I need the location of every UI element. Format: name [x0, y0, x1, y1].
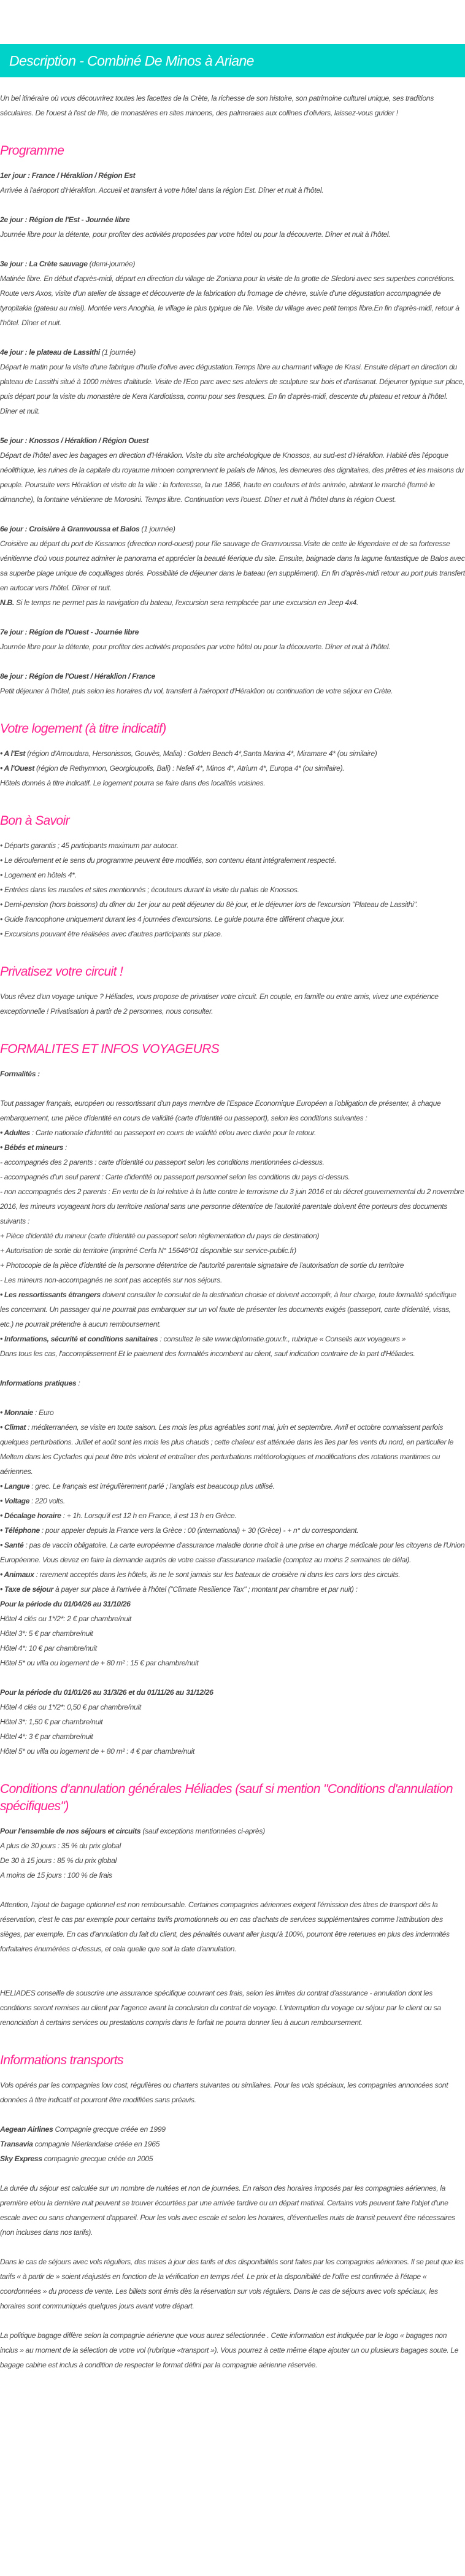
nb-label: N.B. [0, 598, 14, 607]
pratique-text: : + 1h. Lorsqu'il est 12 h en France, il est 13 h en Grèce. [61, 1511, 237, 1520]
day-note: (demi-journée) [87, 260, 136, 268]
airline-name: Sky Express [0, 2154, 42, 2163]
adultes-text: : Carte nationale d'identité ou passeport en cours de validité et/ou avec durée pour le retour. [29, 1128, 316, 1137]
day-item [0, 345, 465, 418]
adultes-label: • Adultes [0, 1128, 30, 1137]
transports-intro: Vols opérés par les compagnies low cost, régulières ou charters suivantes ou similaires. Pour les vols spéciaux, les compagnies annoncées sont données à titre indicatif et pourront être modifiées sans préavis. [0, 2081, 448, 2104]
bebes-text: : [63, 1143, 67, 1152]
list-item: • Guide francophone uniquement durant les 4 journées d'excursions. Le guide pourra être différent chaque jour. [0, 915, 345, 924]
airline-desc: compagnie grecque créée en 2005 [42, 2154, 153, 2163]
transports-paragraph: La durée du séjour est calculée sur un nombre de nuitées et non de journées. En raison des horaires imposés par les compagnies aériennes, la première et/ou la dernière nuit peuvent se trouver écourtées par une arrivée tardive ou un départ matinal. Certains vols peuvent faire l'objet d'une escale avec ou sans changement d'appareil. Pour les vols avec escale et selon les horaires, d'éventuelles nuits de transit peuvent être nécessaires (non incluses dans nos tarifs). [0, 2184, 455, 2237]
pratique-text: : rarement acceptés dans les hôtels, ils ne le sont jamais sur les bateaux de croisière ni dans les cars lors des circuits. [34, 1570, 401, 1579]
etrangers-line [0, 1287, 465, 1332]
privatisez-heading: Privatisez votre circuit ! [0, 965, 123, 979]
bebes-line [0, 1140, 465, 1155]
pratique-item [0, 1567, 465, 1582]
list-item: • Le déroulement et le sens du programme peuvent être modifiés, son contenu étant intégralement respecté. [0, 856, 337, 865]
pratique-item [0, 1582, 465, 1597]
spacer [0, 2240, 465, 2254]
annulation-body [0, 1824, 465, 2030]
day-title: 4e jour : le plateau de Lassithi [0, 348, 100, 357]
transports-body [0, 2078, 465, 2372]
annulation-label-line [0, 1824, 465, 1838]
page [0, 44, 465, 2397]
taxe-rate: Hôtel 4 clés ou 1*/2*: 0,50 € par chambre/nuit [0, 1703, 141, 1711]
mineurs-line: - accompagnés des 2 parents : carte d'identité ou passeport selon les conditions mentionnées ci-dessus. [0, 1158, 325, 1167]
taxe-period-title: Pour la période du 01/04/26 au 31/10/26 [0, 1600, 131, 1608]
pratique-label: • Voltage [0, 1497, 30, 1505]
list-item: • Logement en hôtels 4*. [0, 871, 77, 879]
pratique-label: • Monnaie [0, 1408, 33, 1417]
day-item [0, 212, 465, 242]
airline-name: Transavia [0, 2140, 33, 2148]
airline-item [0, 2122, 465, 2137]
pratique-item [0, 1479, 465, 1494]
programme-heading: Programme [0, 144, 64, 158]
day-title: 6e jour : Croisière à Gramvoussa et Balos [0, 525, 140, 533]
annulation-note: (sauf exceptions mentionnées ci-après) [140, 1827, 265, 1835]
taxe-period-title: Pour la période du 01/01/26 au 31/3/26 et du 01/11/26 au 31/12/26 [0, 1688, 213, 1697]
taxe-rate: Hôtel 5* ou villa ou logement de + 80 m² : 15 € par chambre/nuit [0, 1659, 199, 1667]
transports-section [0, 2052, 465, 2372]
pratique-item [0, 1405, 465, 1420]
day-title: 5e jour : Knossos / Héraklion / Région Ouest [0, 436, 148, 445]
day-item [0, 168, 465, 198]
logement-hotels: (région d'Amoudara, Hersonissos, Gouvès, Malia) : Golden Beach 4*,Santa Marina 4*, Miramare 4* (ou similaire) [25, 749, 377, 758]
day-item [0, 522, 465, 610]
pratique-label: • Taxe de séjour [0, 1585, 53, 1594]
airline-item [0, 2137, 465, 2151]
taxe-rate: Hôtel 4*: 10 € par chambre/nuit [0, 1644, 97, 1652]
list-item: • Entrées dans les musées et sites mentionnés ; écouteurs durant la visite du palais de Knossos. [0, 885, 299, 894]
title-bar [0, 44, 465, 77]
etrangers-text: doivent consulter le consulat de la destination choisie et doivent accomplir, à leur charge, toute formalité spécifique les concernant. Un passager qui ne pourrait pas embarquer sur un vol faute de présenter les documents exigés (passeport, carte d'identité, visas, etc.) ne pourrait prétendre à aucun remboursement. [0, 1290, 456, 1328]
pratique-label: • Décalage horaire [0, 1511, 61, 1520]
annulation-section [0, 1781, 465, 2030]
formalites-body [0, 1066, 465, 1759]
programme-days [0, 168, 465, 698]
intro-text: Un bel itinéraire où vous découvrirez toutes les facettes de la Crète, la richesse de son histoire, son patrimoine culturel unique, ses traditions séculaires. De l'ouest à l'est de l'île, de monastères en sites minoens, des palmeraies aux collines d'oliviers, laissez-vous guider ! [0, 94, 434, 117]
formalites-heading: FORMALITES ET INFOS VOYAGEURS [0, 1042, 220, 1056]
pratique-item [0, 1538, 465, 1567]
pratique-text: : méditerranéen, se visite en toute saison. Les mois les plus agréables sont mai, juin et septembre. Avril et octobre connaissent parfois quelques perturbations. Juillet et août sont les mois les plus chauds ; cette chaleur est atténuée dans les îles par les vents du nord, en particulier le Meltem dans les Cyclades qui peut être très violent et entraîner des perturbations météorologiques et modifications des rotations maritimes ou aériennes. [0, 1423, 454, 1476]
airline-name: Aegean Airlines [0, 2125, 53, 2134]
annulation-rate: A plus de 30 jours : 35 % du prix global [0, 1841, 121, 1850]
day-text: Petit déjeuner à l'hôtel, puis selon les horaires du vol, transfert à l'aéroport d'Héraklion ou continuation de votre séjour en Crète. [0, 687, 393, 695]
day-note: (1 journée) [99, 348, 136, 357]
taxe-rate: Hôtel 3*: 5 € par chambre/nuit [0, 1629, 93, 1638]
spacer [0, 1971, 465, 1986]
privatisez-section [0, 963, 465, 1019]
pratique-text: : pour appeler depuis la France vers la Grèce : 00 (international) + 30 (Grèce) - + n° du correspondant. [39, 1526, 359, 1535]
day-text: Journée libre pour la détente, pour profiter des activités proposées par votre hôtel ou pour la découverte. Dîner et nuit à l'hôtel. [0, 642, 391, 651]
spacer [0, 1361, 465, 1376]
nb-text: Si le temps ne permet pas la navigation du bateau, l'excursion sera remplacée par une excursion en Jeep 4x4. [13, 598, 359, 607]
pratiques-label: Informations pratiques [0, 1379, 77, 1387]
infos-line [0, 1332, 465, 1346]
mineurs-line: + Autorisation de sortie du territoire (imprimé Cerfa N° 15646*01 disponible sur service-public.fr) [0, 1246, 296, 1255]
bon-a-savoir-heading: Bon à Savoir [0, 814, 70, 828]
day-title: 7e jour : Région de l'Ouest - Journée libre [0, 628, 139, 636]
pratique-label: • Climat [0, 1423, 26, 1432]
airline-desc: compagnie Néerlandaise créée en 1965 [33, 2140, 160, 2148]
day-item [0, 433, 465, 507]
spacer [0, 1390, 465, 1405]
pratique-item [0, 1523, 465, 1538]
formalites-label: Formalités : [0, 1070, 40, 1078]
mineurs-line: + Photocopie de la pièce d'identité de la personne détentrice de l'autorité parentale signataire de l'autorisation de sortie du territoire [0, 1261, 404, 1270]
spacer [0, 2313, 465, 2328]
transports-paragraph: Dans le cas de séjours avec vols réguliers, des mises à jour des tarifs et des disponibilités sont faites par les compagnies aériennes. Il se peut que les tarifs « à partir de » soient réajustés en fonction de la vérification en temps réel. Le prix et la disponibilité de l'offre est confirmée à l'étape « coordonnées » du process de vente. Les billets sont émis dès la réservation sur vols réguliers. Dans le cas de séjours avec vols spéciaux, les horaires sont communiqués quelques jours avant votre départ. [0, 2258, 464, 2310]
list-item: • Excursions pouvant être réalisées avec d'autres participants sur place. [0, 930, 223, 938]
pratique-item [0, 1420, 465, 1479]
pratique-text: : pas de vaccin obligatoire. La carte européenne d'assurance maladie donne droit à une prise en charge médicale pour les citoyens de l'Union Européenne. Vous devez en faire la demande auprès de votre caisse d'assurance maladie (comptez au moins 2 semaines de délai). [0, 1541, 465, 1564]
pratique-text: : Euro [33, 1408, 54, 1417]
formalites-closing: Dans tous les cas, l'accomplissement Et le paiement des formalités incombent au client, sauf indication contraire de la part d'Héliades. [0, 1349, 415, 1358]
day-item [0, 256, 465, 330]
logement-region: • A l'Est [0, 749, 26, 758]
day-title: 8e jour : Région de l'Ouest / Héraklion / France [0, 672, 155, 681]
infos-label: • Informations, sécurité et conditions sanitaires [0, 1335, 158, 1343]
infos-text: : consultez le site www.diplomatie.gouv.fr., rubrique « Conseils aux voyageurs » [158, 1335, 406, 1343]
logement-section [0, 720, 465, 790]
spacer [0, 1883, 465, 1897]
logement-body [0, 746, 465, 790]
annulation-rate: De 30 à 15 jours : 85 % du prix global [0, 1856, 117, 1865]
mineurs-line: - accompagnés d'un seul parent : Carte d'identité ou passeport personnel selon les conditions du pays ci-dessus. [0, 1173, 350, 1181]
page-title: Description - Combiné De Minos à Ariane [9, 52, 254, 69]
transports-heading: Informations transports [0, 2053, 123, 2067]
logement-item [0, 761, 465, 776]
pratique-label: • Animaux [0, 1570, 34, 1579]
list-item: • Départs garantis ; 45 participants maximum par autocar. [0, 841, 179, 850]
airline-desc: Compagnie grecque créée en 1999 [53, 2125, 166, 2134]
spacer [0, 1956, 465, 1971]
logement-item [0, 746, 465, 761]
taxe-rate: Hôtel 4 clés ou 1*/2*: 2 € par chambre/nuit [0, 1614, 131, 1623]
privatisez-text: Vous rêvez d'un voyage unique ? Héliades, vous propose de privatiser votre circuit. En couple, en famille ou entre amis, vivez une expérience exceptionnelle ! Privatisation à partir de 2 personnes, nous consulter. [0, 992, 439, 1016]
pratique-label: • Langue [0, 1482, 30, 1490]
pratique-text: à payer sur place à l'arrivée à l'hôtel ("Climate Resilience Tax" ; montant par chambre et par nuit) : [53, 1585, 358, 1594]
day-text: Départ le matin pour la visite d'une fabrique d'huile d'olive avec dégustation.Temps libre au charmant village de Krasi. Ensuite départ en direction du plateau de Lassithi situé à 1000 mètres d'altitude. Visite de l'Eco parc avec ses ateliers de sculpture sur bois et d'artisanat. Déjeuner typique sur place, puis départ pour la visite du monastère de Kera Kardiotissa, connu pour ses fresques. En fin d'après-midi, descente du plateau et retour à l'hôtel. Dîner et nuit. [0, 363, 464, 415]
day-note: (1 journée) [139, 525, 175, 533]
day-item [0, 625, 465, 654]
spacer [0, 1670, 465, 1685]
pratique-label: • Téléphone [0, 1526, 40, 1535]
privatisez-body [0, 989, 465, 1019]
bebes-label: • Bébés et mineurs [0, 1143, 63, 1152]
annulation-heading: Conditions d'annulation générales Héliades (sauf si mention "Conditions d'annulation spécifiques") [0, 1782, 453, 1813]
pratique-item [0, 1494, 465, 1508]
list-item: • Demi-pension (hors boissons) du dîner du 1er jour au petit déjeuner du 8è jour, et le déjeuner lors de l'excursion "Plateau de Lassithi". [0, 900, 418, 909]
logement-note: Hôtels donnés à titre indicatif. Le logement pourra se faire dans des localités voisines. [0, 779, 266, 787]
day-text: Croisière au départ du port de Kissamos (direction nord-ouest) pour l'ile sauvage de Gramvoussa.Visite de cette ile légendaire et de sa forteresse vénitienne d'où vous pourrez admirer le panorama et apprécier la beauté féerique du site. Ensuite, baignade dans la lagune fantastique de Balos avec sa superbe plage unique de coquillages dorés. Possibilité de déjeuner dans le bateau (en supplément). En fin d'après-midi retour au port puis transfert en autocar vers l'hôtel. Dîner et nuit. [0, 539, 465, 592]
annulation-attention: Attention, l'ajout de bagage optionnel est non remboursable. Certaines compagnies aériennes exigent l'émission des titres de transport dès la réservation, c'est le cas par exemple pour certains tarifs promotionnels ou en cas d'achats de services supplémentaires comme l'attribution des sièges, par exemple. En cas d'annulation du fait du client, des pénalités ouvant aller jusqu'à 100%, pourront être retenues en plus des indemnités forfaitaires énumérées ci-dessus, et cela quelle que soit la date d'annulation. [0, 1900, 450, 1953]
taxe-rate: Hôtel 4*: 3 € par chambre/nuit [0, 1732, 93, 1741]
programme-section [0, 142, 465, 698]
day-title: 3e jour : La Crète sauvage [0, 260, 88, 268]
pratiques-suffix: : [76, 1379, 80, 1387]
pratique-item [0, 1508, 465, 1523]
airline-item [0, 2151, 465, 2166]
pratiques-line [0, 1376, 465, 1390]
taxe-rate: Hôtel 3*: 1,50 € par chambre/nuit [0, 1718, 103, 1726]
spacer [0, 1081, 465, 1096]
annulation-rate: A moins de 15 jours : 100 % de frais [0, 1871, 112, 1880]
bon-a-savoir-list [0, 838, 465, 941]
day-text: Journée libre pour la détente, pour profiter des activités proposées par votre hôtel ou pour la découverte. Dîner et nuit à l'hôtel. [0, 230, 391, 239]
annulation-assurance: HELIADES conseille de souscrire une assurance spécifique couvrant ces frais, selon les limites du contrat d'assurance - annulation dont les conditions seront remises au client par l'agence avant la conclusion du contrat de voyage. L'interruption du voyage ou séjour par le client ou sa renonciation à certains services ou prestations compris dans le forfait ne pourra donner lieu à aucun remboursement. [0, 1989, 441, 2027]
day-text: Matinée libre. En début d'après-midi, départ en direction du village de Zoniana pour la visite de la grotte de Sfedoni avec ses superbes concrétions. Route vers Axos, visite d'un atelier de tissage et découverte de la fabrication du fromage de chèvre, suivie d'une dégustation accompagnée de tyropitakia (gateau au miel). Montée vers Anoghia, le village le plus typique de l'ile. Visite du village avec petit temps libre.En fin d'après-midi, retour à l'hôtel. Dîner et nuit. [0, 274, 459, 327]
annulation-label: Pour l'ensemble de nos séjours et circuits [0, 1827, 141, 1835]
adultes-line [0, 1125, 465, 1140]
pratique-label: • Santé [0, 1541, 24, 1549]
spacer [0, 2107, 465, 2122]
bon-a-savoir-section [0, 812, 465, 941]
spacer [0, 2166, 465, 2181]
transports-paragraph: La politique bagage diffère selon la compagnie aérienne que vous aurez sélectionnée . Cette information est indiquée par le logo « bagages non inclus » au moment de la sélection de votre vol (rubrique «transport »). Vous pourrez à cette même étape ajouter un ou plusieurs bagages soute. Le bagage cabine est inclus à condition de respecter le format défini par la compagnie aérienne réservée. [0, 2331, 459, 2369]
logement-region: • A l'Ouest [0, 764, 34, 773]
day-text: Départ de l'hôtel avec les bagages en direction d'Héraklion. Visite du site archéologique de Knossos, au sud-est d'Héraklion. Habité dès l'époque néolithique, les ruines de la capitale du royaume minoen comprennent le palais de Minos, les demeures des dignitaires, des prêtres et les maisons du peuple. Poursuite vers Héraklion et visite de la ville : la forteresse, la rue 1866, haute en couleurs et très animée, abritant le marché (fermé le dimanche), la fontaine vénitienne de Morosini. Temps libre. Continuation vers l'ouest. Dîner et nuit à l'hôtel dans la région Ouest. [0, 451, 464, 504]
mineurs-line: + Pièce d'identité du mineur (carte d'identité ou passeport selon règlementation du pays de destination) [0, 1232, 320, 1240]
day-title: 1er jour : France / Héraklion / Région Est [0, 171, 136, 180]
mineurs-line: - non accompagnés des 2 parents : En vertu de la loi relative à la lutte contre le terrorisme du 3 juin 2016 et du décret gouvernemental du 2 novembre 2016, les mineurs voyageant hors du territoire national sans une personne détentrice de l'autorité parentale doivent être porteurs des documents suivants : [0, 1187, 464, 1225]
logement-heading: Votre logement (à titre indicatif) [0, 722, 166, 736]
taxe-rate: Hôtel 5* ou villa ou logement de + 80 m² : 4 € par chambre/nuit [0, 1747, 195, 1756]
formalites-section [0, 1041, 465, 1759]
mineurs-line: - Les mineurs non-accompagnés ne sont pas acceptés sur nos séjours. [0, 1276, 223, 1284]
day-text: Arrivée à l'aéroport d'Héraklion. Accueil et transfert à votre hôtel dans la région Est. Dîner et nuit à l'hôtel. [0, 186, 324, 195]
etrangers-label: • Les ressortissants étrangers [0, 1290, 101, 1299]
day-title: 2e jour : Région de l'Est - Journée libre [0, 215, 130, 224]
pratique-text: : grec. Le français est irrégulièrement parlé ; l'anglais est beaucoup plus utilisé. [29, 1482, 275, 1490]
pratique-text: : 220 volts. [29, 1497, 65, 1505]
formalites-intro: Tout passager français, européen ou ressortissant d'un pays membre de l'Espace Economique Européen a l'obligation de présenter, à chaque embarquement, une pièce d'identité en cours de validité (carte d'identité ou passeport), selon les conditions suivantes : [0, 1099, 441, 1122]
day-item [0, 669, 465, 698]
logement-hotels: (région de Rethymnon, Georgioupolis, Bali) : Nefeli 4*, Minos 4*, Atrium 4*, Europa 4* (ou similaire). [34, 764, 345, 773]
